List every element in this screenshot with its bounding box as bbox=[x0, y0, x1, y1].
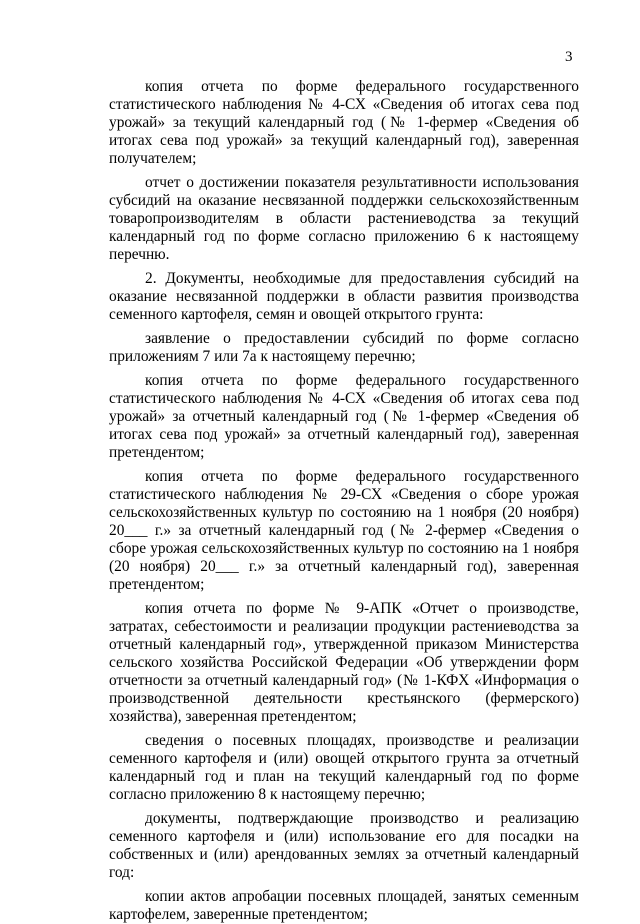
paragraph: сведения о посевных площадях, производстве и реализации семенного картофеля и (или) овощей открытого грунта за отчетный календарный год и план на текущий календарный год по форме согласно приложению 8 к настоящему перечню; bbox=[109, 732, 579, 803]
paragraph: копия отчета по форме № 9-АПК «Отчет о производстве, затратах, себестоимости и реализации продукции растениеводства за отчетный календарный год», утвержденной приказом Министерства сельского хозяйства Российской Федерации «Об утверждении форм отчетности за отчетный календарный год» (№ 1-КФХ «Информация о производственной деятельности крестьянского (фермерского) хозяйства), заверенная претендентом; bbox=[109, 600, 579, 725]
document-body bbox=[109, 78, 579, 924]
paragraph: копия отчета по форме федерального государственного статистического наблюдения № 4-СХ «Сведения об итогах сева под урожай» за текущий календарный год (№ 1-фермер «Сведения об итогах сева под урожай» за текущий календарный год), заверенная получателем; bbox=[109, 78, 579, 167]
paragraph: 2. Документы, необходимые для предоставления субсидий на оказание несвязанной поддержки в области развития производства семенного картофеля, семян и овощей открытого грунта: bbox=[109, 270, 579, 323]
paragraph: документы, подтверждающие производство и реализацию семенного картофеля и (или) использование его для посадки на собственных и (или) арендованных землях за отчетный календарный год: bbox=[109, 810, 579, 881]
paragraph: отчет о достижении показателя результативности использования субсидий на оказание несвязанной поддержки сельскохозяйственным товаропроизводителям в области растениеводства за текущий календарный год по форме согласно приложению 6 к настоящему перечню. bbox=[109, 174, 579, 263]
paragraph: копия отчета по форме федерального государственного статистического наблюдения № 4-СХ «Сведения об итогах сева под урожай» за отчетный календарный год (№ 1-фермер «Сведения об итогах сева под урожай» за отчетный календарный год), заверенная претендентом; bbox=[109, 372, 579, 461]
paragraph: копия отчета по форме федерального государственного статистического наблюдения № 29-СХ «Сведения о сборе урожая сельскохозяйственных культур по состоянию на 1 ноября (20 ноября) 20___ г.» за отчетный календарный год (№ 2-фермер «Сведения о сборе урожая сельскохозяйственных культур по состоянию на 1 ноября (20 ноября) 20___ г.» за отчетный календарный год), заверенная претендентом; bbox=[109, 468, 579, 593]
page-number: 3 bbox=[565, 49, 573, 65]
paragraph: заявление о предоставлении субсидий по форме согласно приложениям 7 или 7а к настоящему перечню; bbox=[109, 330, 579, 365]
paragraph: копии актов апробации посевных площадей, занятых семенным картофелем, заверенные претендентом; bbox=[109, 888, 579, 923]
